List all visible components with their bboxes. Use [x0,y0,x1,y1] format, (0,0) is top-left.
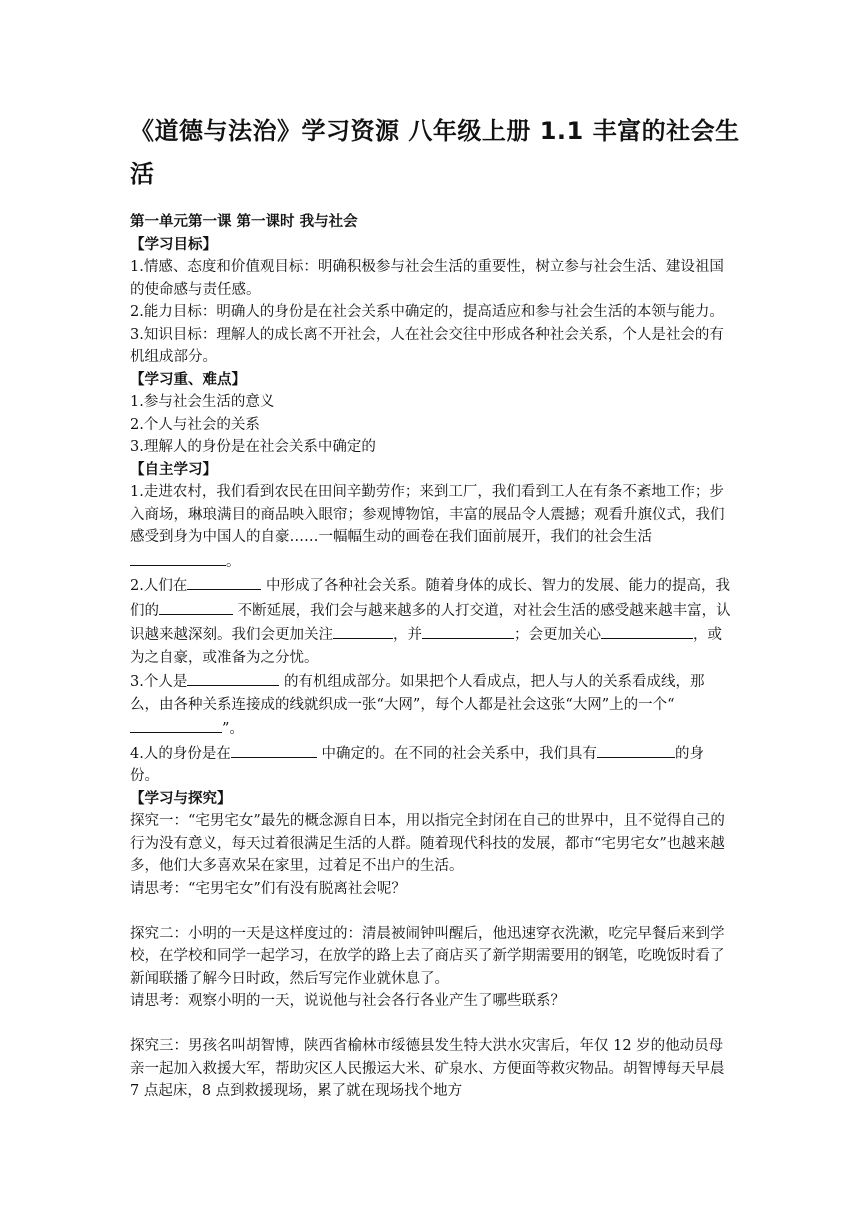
fill-blank [159,598,233,615]
fill-blank [597,741,675,758]
self-study-question-2 [130,573,732,669]
explore-case-2: 探究二：小明的一天是这样度过的：清晨被闹钟叫醒后，他迅速穿衣洗漱，吃完早餐后来到学校，在学校和同学一起学习，在放学的路上去了商店买了新学期需要用的钢笔，吃晚饭时看了新闻联播了解今日时政，然后写完作业就休息了。 [130,925,725,987]
question-text: 4.人的身份是在 [130,745,231,762]
explore-question-2: 请思考：观察小明的一天，说说他与社会各行各业产生了哪些联系？ [130,993,565,1009]
spacer [130,1013,732,1036]
question-text: 中形成了各种社会关系。随着身体的成长、智力的发展、能力的提高，我们的 [130,578,730,619]
question-text: 的有机组成部分。如果把个人看成点，把人与人的关系看成线，那么，由各种关系连接成的线就织成一张“大网”，每个人都是社会这张“大网”上的一个“ [130,674,705,713]
section-heading-goals: 【学习目标】 [130,236,217,253]
question-text: 。 [226,553,241,570]
question-text: 1.走进农村，我们看到农民在田间辛勤劳作；来到工厂，我们看到工人在有条不紊地工作；步入商场，琳琅满目的商品映入眼帘；参观博物馆，丰富的展品令人震撼；观看升旗仪式，我们感受到身为中国人的自豪……一幅幅生动的画卷在我们面前展开，我们的社会生活 [130,484,725,545]
self-study-question-4 [130,741,732,788]
fill-blank [333,622,393,639]
fill-blank [422,622,514,639]
document-title: 《道德与法治》学习资源 八年级上册 1.1 丰富的社会生活 [130,117,740,188]
question-text: ”。 [222,721,244,737]
fill-blank [130,549,226,566]
fill-blank [601,622,693,639]
question-text: 3.个人是 [130,674,188,690]
fill-blank [187,669,279,686]
lesson-heading: 第一单元第一课 第一课时 我与社会 [130,214,358,230]
explore-question-1: 请思考：“宅男宅女”们有没有脱离社会呢？ [130,880,406,897]
key-point-item: 3.理解人的身份是在社会关系中确定的 [130,439,376,455]
explore-case-1: 探究一：“宅男宅女”最先的概念源自日本，用以指完全封闭在自己的世界中，且不觉得自己的行为没有意义，每天过着很满足生活的人群。随着现代科技的发展，都市“宅男宅女”也越来越多，他们大多喜欢呆在家里，过着足不出户的生活。 [130,813,725,874]
section-heading-self-study: 【自主学习】 [130,461,217,478]
section-heading-key-points: 【学习重、难点】 [130,371,246,388]
key-point-item: 1.参与社会生活的意义 [130,394,275,410]
fill-blank [231,741,317,758]
goal-item: 1.情感、态度和价值观目标：明确积极参与社会生活的重要性，树立参与社会生活、建设祖国的使命感与责任感。 [130,259,724,298]
question-text: 不断延展，我们会与越来越多的人打交道，对社会生活的感受越来越丰富，认识越来越深刻。我们会更加关注 [130,602,731,643]
section-heading-explore: 【学习与探究】 [130,790,232,807]
question-text: ，或为之自豪，或准备为之分忧。 [130,627,722,666]
spacer [130,900,732,923]
question-text: ，并 [393,627,422,643]
question-text: 的身份。 [130,745,704,784]
self-study-question-3 [130,669,732,741]
question-text: ；会更加关心 [514,627,601,643]
key-point-item: 2.个人与社会的关系 [130,416,260,433]
fill-blank [130,716,222,733]
explore-case-3: 探究三：男孩名叫胡智博，陕西省榆林市绥德县发生特大洪水灾害后，年仅 12 岁的他动员母亲一起加入救援大军，帮助灾区人民搬运大米、矿泉水、方便面等救灾物品。胡智博每天早晨 7 点起床，8 点到救援现场，累了就在现场找个地方 [130,1038,725,1099]
goal-item: 3.知识目标：理解人的成长离不开社会，人在社会交往中形成各种社会关系，个人是社会的有机组成部分。 [130,326,724,365]
self-study-question-1 [130,481,732,573]
question-text: 中确定的。在不同的社会关系中，我们具有 [321,745,597,762]
document-body [130,211,732,1103]
fill-blank [187,573,261,590]
question-text: 2.人们在 [130,578,188,594]
goal-item: 2.能力目标：明确人的身份是在社会关系中确定的，提高适应和参与社会生活的本领与能力。 [130,304,724,320]
